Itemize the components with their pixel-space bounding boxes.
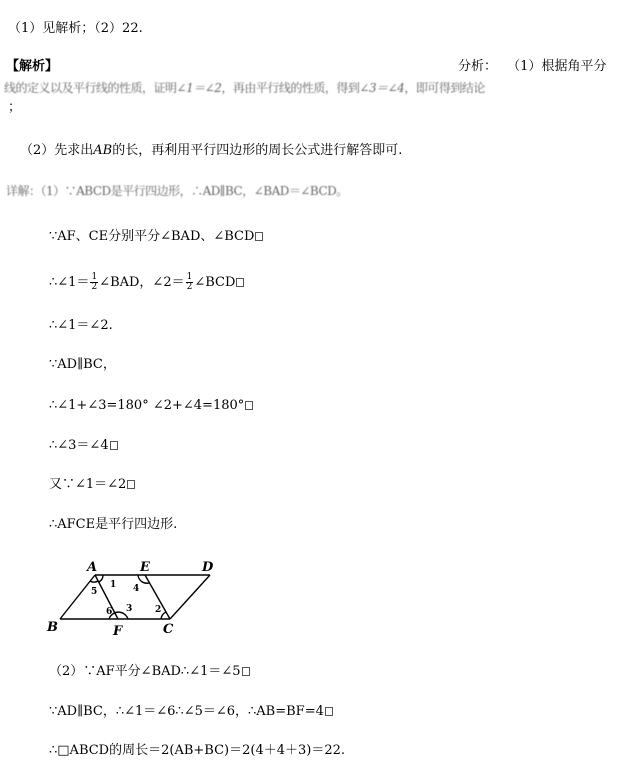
line-again-angles: 又∵∠1＝∠2 bbox=[49, 477, 135, 493]
answer-line: （1）见解析；（2）22. bbox=[8, 21, 143, 36]
line-angle3-eq-angle4: ∴∠3＝∠4 bbox=[49, 438, 118, 454]
angle-label-2: 2 bbox=[155, 605, 162, 615]
angle-label-1: 1 bbox=[110, 580, 117, 590]
line-angle1-eq-angle2: ∴∠1＝∠2. bbox=[49, 318, 113, 333]
angle-label-4: 4 bbox=[133, 584, 140, 594]
part1-start: 根据角平分 bbox=[541, 59, 607, 74]
vertex-label-c: C bbox=[163, 622, 174, 637]
line-half-angles: ∴∠1＝ $\frac{1}{2}$ ∠BAD，∠2＝ $\frac{1}{2}$ ∠BCD bbox=[49, 272, 244, 294]
part2-perimeter: ∴□ABCD的周长＝2(AB+BC)＝2(4＋4＋3)＝22. bbox=[49, 743, 345, 758]
side-dc bbox=[170, 575, 210, 619]
missing-glyph-box bbox=[242, 667, 250, 676]
part2-line-a: （2）∵AF平分∠BAD∴∠1＝∠5 bbox=[49, 664, 250, 680]
line-af-ce-bisect: ∵AF、CE分别平分∠BAD、∠BCD bbox=[49, 229, 263, 245]
missing-glyph-box bbox=[127, 480, 135, 489]
line-conclusion: ∴AFCE是平行四边形. bbox=[49, 517, 178, 532]
analysis-label: 分析： bbox=[458, 59, 498, 74]
analysis-part1-intro bbox=[458, 59, 606, 75]
vertex-label-e: E bbox=[140, 560, 150, 575]
vertex-label-d: D bbox=[202, 560, 214, 575]
angle-label-6: 6 bbox=[106, 607, 113, 617]
angle-label-5: 5 bbox=[91, 587, 98, 597]
part2-line-b: ∵AD∥BC，∴∠1＝∠6∴∠5＝∠6，∴AB=BF=4 bbox=[49, 704, 333, 720]
missing-glyph-box bbox=[110, 441, 118, 450]
analysis-part2: （2）先求出AB的长，再利用平行四边形的周长公式进行解答即可. bbox=[20, 143, 403, 158]
angle-label-3: 3 bbox=[126, 604, 133, 614]
vertex-label-b: B bbox=[47, 620, 58, 635]
parallelogram-figure bbox=[45, 557, 225, 641]
arc-angle1 bbox=[99, 575, 103, 582]
missing-glyph-box bbox=[245, 401, 253, 410]
part1-number: （1） bbox=[507, 59, 542, 74]
analysis-part1-continued: 线的定义以及平行线的性质，证明∠1＝∠2，再由平行线的性质，得到∠3＝∠4，即可得到结论 bbox=[4, 81, 485, 95]
arc-angle2 bbox=[161, 612, 166, 619]
missing-glyph-box bbox=[325, 707, 333, 716]
analysis-part1-end: ； bbox=[8, 100, 22, 115]
line-supplementary: ∴∠1+∠3=180° ∠2+∠4=180° bbox=[49, 398, 253, 414]
line-ad-parallel-bc: ∵AD∥BC， bbox=[49, 357, 116, 372]
missing-glyph-box bbox=[236, 278, 244, 287]
detail-header: 详解：（1）∵ABCD是平行四边形，∴AD∥BC，∠BAD＝∠BCD。 bbox=[6, 184, 348, 198]
vertex-label-a: A bbox=[87, 560, 98, 575]
vertex-label-f: F bbox=[113, 624, 123, 639]
missing-glyph-box bbox=[255, 232, 263, 241]
arc-angle5 bbox=[90, 581, 98, 582]
analysis-tag: 【解析】 bbox=[6, 59, 59, 74]
